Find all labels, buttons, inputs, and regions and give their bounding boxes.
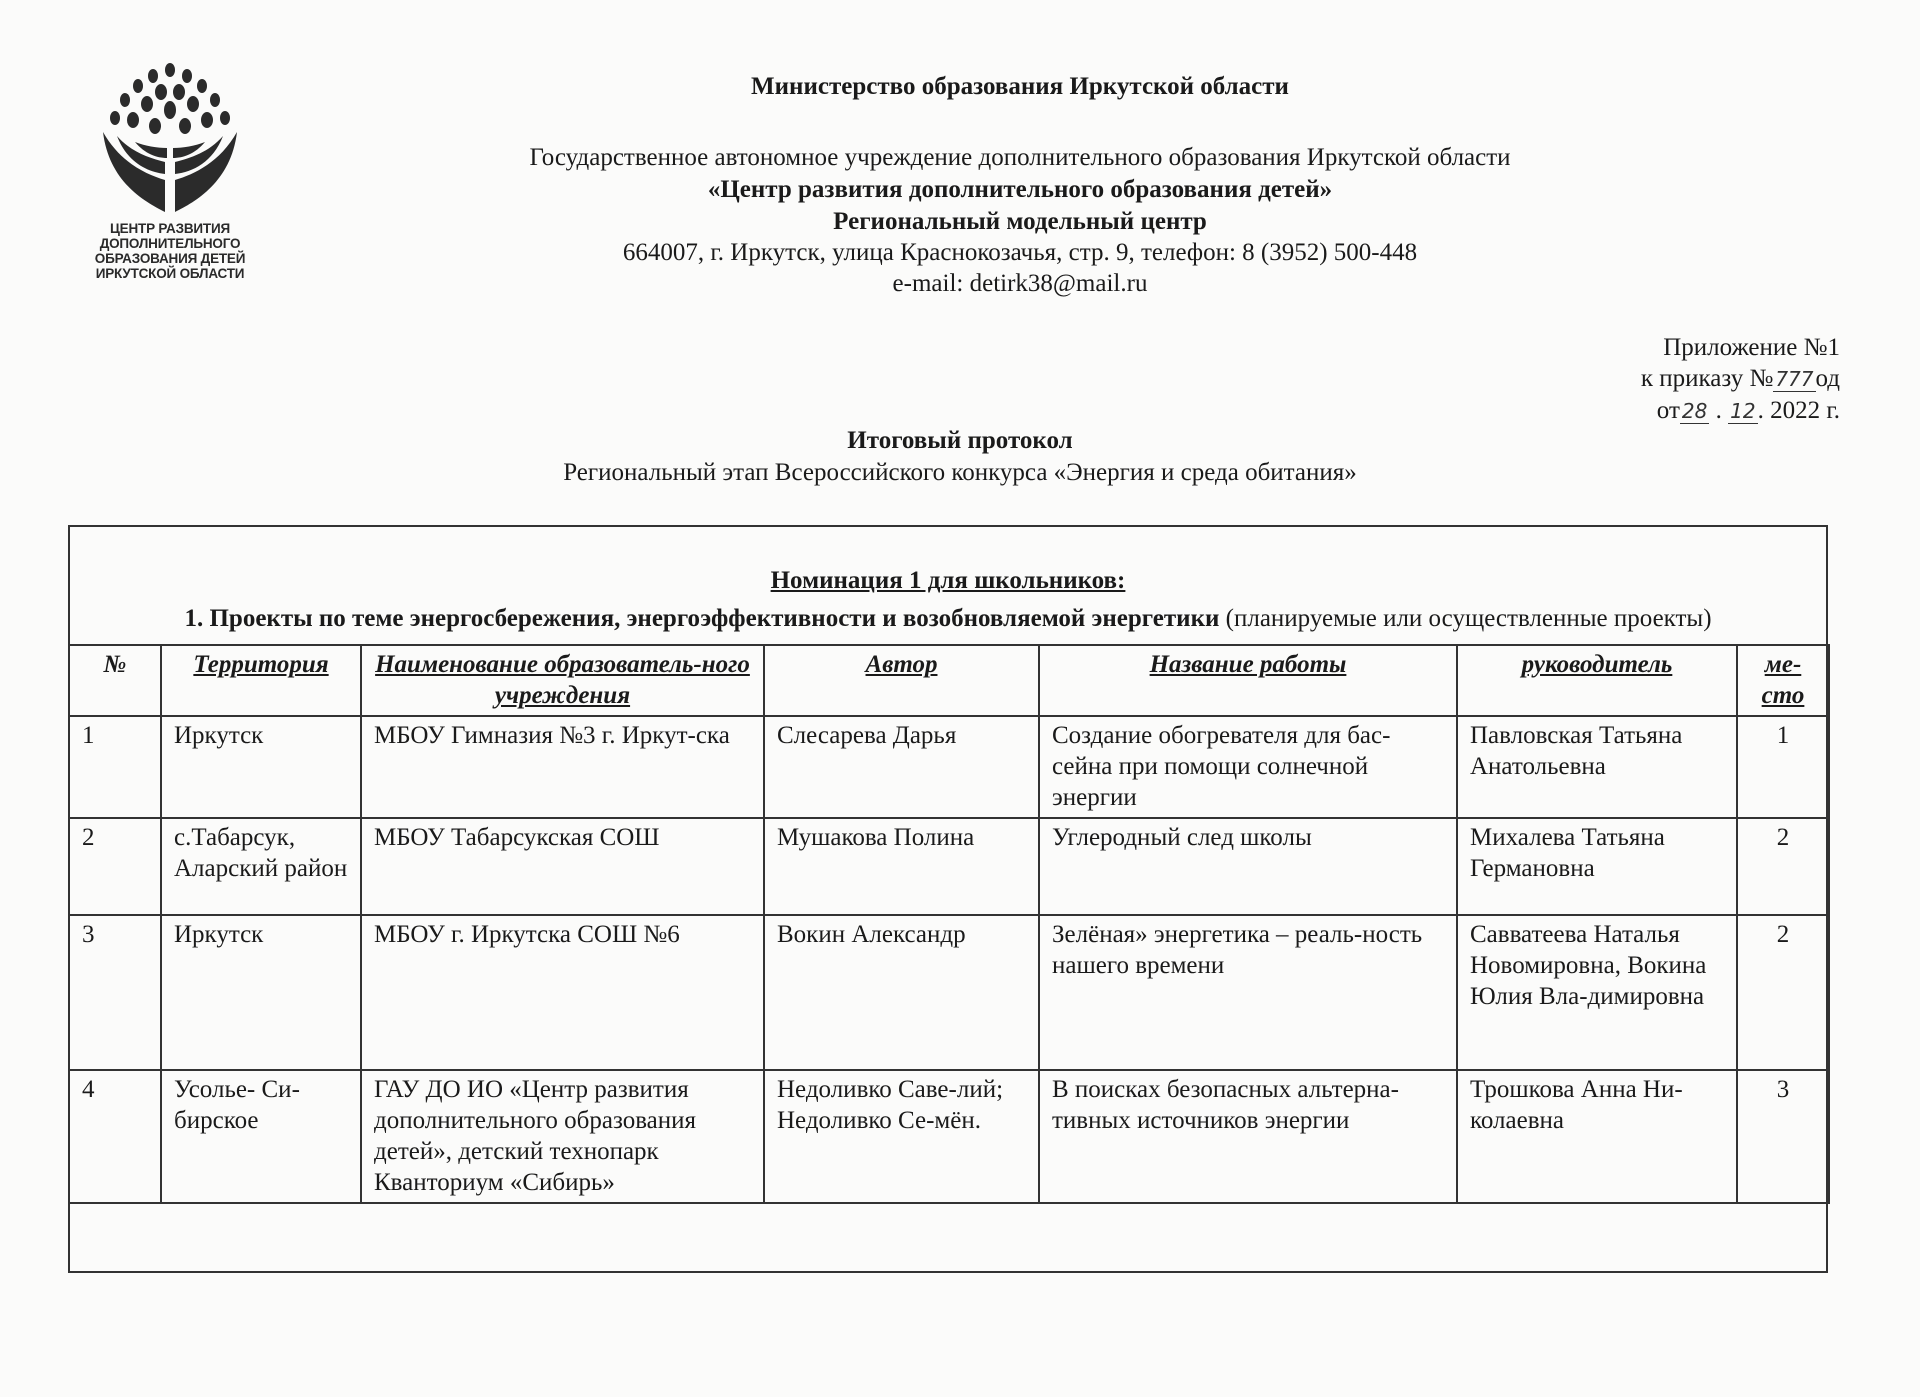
appendix-reference [1641, 332, 1840, 427]
cell-supervisor: Павловская Татьяна Анатольевна [1457, 716, 1737, 818]
cell-author: Слесарева Дарья [764, 716, 1039, 818]
cell-institution: МБОУ Табарсукская СОШ [361, 818, 764, 915]
header-place: ме-сто [1737, 645, 1829, 716]
document-subtitle: Региональный этап Всероссийского конкурса «Энергия и среда обитания» [563, 459, 1357, 486]
cell-place: 1 [1737, 716, 1829, 818]
cell-work: Углеродный след школы [1039, 818, 1457, 915]
date-suffix: . 2022 г. [1757, 397, 1840, 424]
address-line: 664007, г. Иркутск, улица Краснокозачья, стр. 9, телефон: 8 (3952) 500-448 [622, 239, 1418, 266]
table-header-row [69, 645, 1829, 716]
cell-territory: Иркутск [161, 716, 361, 818]
model-center-name: Региональный модельный центр [833, 208, 1207, 235]
order-number-handwritten: 777 [1775, 367, 1814, 391]
logo-caption-line: ДОПОЛНИТЕЛЬНОГО [99, 236, 241, 251]
cell-work: Зелёная» энергетика – реаль-ность нашего времени [1039, 915, 1457, 1070]
header-institution: Наименование образователь-ного учреждения [361, 645, 764, 716]
header-territory: Территория [161, 645, 361, 716]
cell-supervisor: Трошкова Анна Ни-колаевна [1457, 1070, 1737, 1203]
logo-caption-line: ЦЕНТР РАЗВИТИЯ [110, 221, 230, 236]
center-name: «Центр развития дополнительного образования детей» [707, 176, 1333, 203]
cell-territory: Усолье- Си-бирское [161, 1070, 361, 1203]
header-supervisor: руководитель [1457, 645, 1737, 716]
logo-caption-line: ИРКУТСКОЙ ОБЛАСТИ [95, 266, 245, 281]
cell-territory: Иркутск [161, 915, 361, 1070]
cell-institution: ГАУ ДО ИО «Центр развития дополнительного образования детей», детский технопарк Кванториум «Сибирь» [361, 1070, 764, 1203]
cell-author: Вокин Александр [764, 915, 1039, 1070]
date-prefix: от [1656, 397, 1680, 424]
nomination-heading-note: (планируемые или осуществленные проекты) [1219, 605, 1712, 632]
cell-place: 2 [1737, 818, 1829, 915]
order-prefix: к приказу № [1640, 365, 1774, 392]
nomination-heading [68, 604, 1828, 634]
cell-author: Мушакова Полина [764, 818, 1039, 915]
email-line: e-mail: detirk38@mail.ru [892, 270, 1148, 297]
cell-work: В поисках безопасных альтерна-тивных источников энергии [1039, 1070, 1457, 1203]
cell-num: 2 [69, 818, 161, 915]
nomination-heading-bold: 1. Проекты по теме энергосбережения, энергоэффективности и возобновляемой энергетики [184, 605, 1220, 632]
tree-hands-logo-icon [95, 62, 245, 217]
cell-supervisor: Михалева Татьяна Германовна [1457, 818, 1737, 915]
organization-logo [70, 62, 270, 292]
table-row [69, 1070, 1829, 1203]
order-suffix: од [1815, 365, 1840, 392]
table-row [69, 716, 1829, 818]
logo-caption [70, 221, 270, 281]
header-work: Название работы [1039, 645, 1457, 716]
order-reference [1641, 363, 1840, 395]
nomination-title: Номинация 1 для школьников: [770, 567, 1126, 594]
table-row [69, 915, 1829, 1070]
order-date: от 28 . 12. 2022 г. [1656, 397, 1840, 424]
results-table [68, 644, 1830, 1204]
logo-caption-line: ОБРАЗОВАНИЯ ДЕТЕЙ [94, 251, 246, 266]
cell-num: 3 [69, 915, 161, 1070]
date-day-handwritten: 28 [1681, 399, 1708, 423]
cell-num: 4 [69, 1070, 161, 1203]
cell-territory: с.Табарсук, Аларский район [161, 818, 361, 915]
institution-name: Государственное автономное учреждение дополнительного образования Иркутской области [529, 144, 1511, 171]
date-month-handwritten: 12 [1730, 399, 1756, 423]
appendix-number: Приложение №1 [1663, 334, 1840, 361]
ministry-name: Министерство образования Иркутской области [751, 73, 1289, 100]
cell-place: 3 [1737, 1070, 1829, 1203]
cell-supervisor: Савватеева Наталья Новомировна, Вокина Юлия Вла-димировна [1457, 915, 1737, 1070]
cell-institution: МБОУ Гимназия №3 г. Иркут-ска [361, 716, 764, 818]
cell-work: Создание обогревателя для бас-сейна при помощи солнечной энергии [1039, 716, 1457, 818]
header-num: № [69, 645, 161, 716]
table-row [69, 818, 1829, 915]
document-title: Итоговый протокол [847, 427, 1073, 454]
nomination-title-block [68, 566, 1828, 596]
cell-place: 2 [1737, 915, 1829, 1070]
header-author: Автор [764, 645, 1039, 716]
cell-num: 1 [69, 716, 161, 818]
cell-institution: МБОУ г. Иркутска СОШ №6 [361, 915, 764, 1070]
cell-author: Недоливко Саве-лий; Недоливко Се-мён. [764, 1070, 1039, 1203]
